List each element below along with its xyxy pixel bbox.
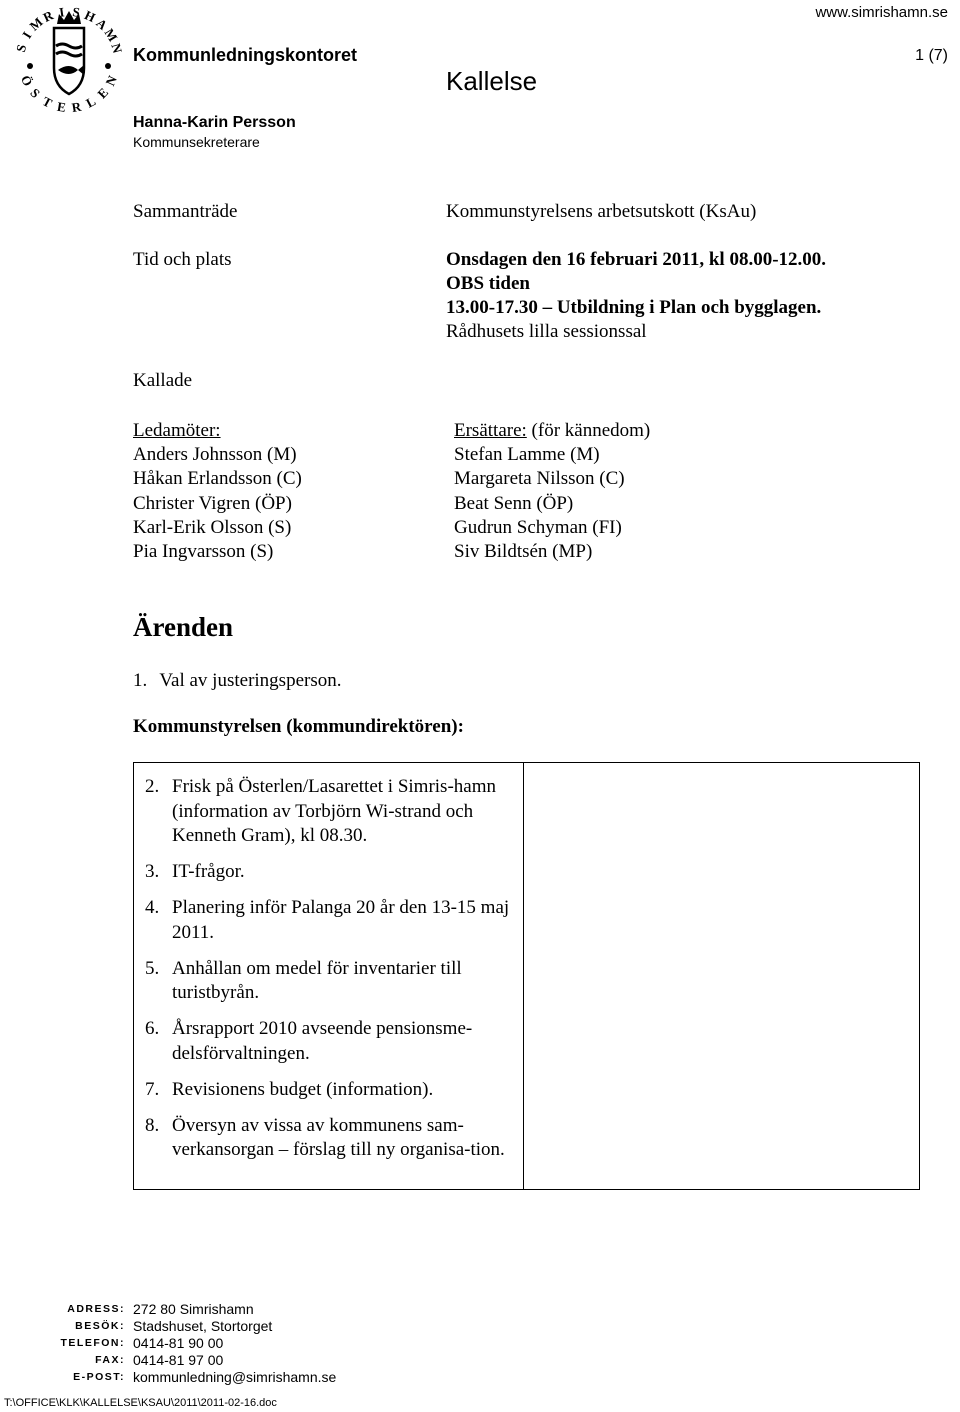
agenda-item-number: 2.: [145, 776, 160, 797]
website-url[interactable]: www.simrishamn.se: [815, 4, 948, 21]
municipality-logo: [10, 2, 128, 120]
svg-text:M: M: [101, 25, 121, 45]
svg-text:A: A: [93, 15, 111, 33]
substitutes-note: (för kännedom): [526, 420, 651, 441]
svg-text:S: S: [12, 42, 30, 54]
member-name: Karl-Erik Olsson (S): [133, 516, 292, 538]
agenda-item-text: Årsrapport 2010 avseende pensionsme-delsförvaltningen.: [172, 1018, 473, 1064]
author-name: Hanna-Karin Persson: [133, 114, 296, 131]
substitutes-column: [454, 419, 650, 564]
time-notice: OBS tiden: [446, 273, 530, 294]
svg-text:E: E: [94, 84, 112, 102]
substitute-name: Siv Bildtsén (MP): [454, 541, 593, 563]
member-name: Håkan Erlandsson (C): [133, 468, 302, 490]
agenda-table-divider: [523, 762, 524, 1190]
called-label: Kallade: [133, 370, 193, 391]
svg-text:N: N: [108, 41, 126, 55]
agenda-item-text: IT-frågor.: [172, 861, 245, 882]
agenda-item: [133, 670, 341, 692]
agenda-item: [145, 860, 515, 885]
footer-value[interactable]: kommunledning@simrishamn.se: [133, 1369, 337, 1385]
agenda-heading: Ärenden: [133, 612, 234, 642]
svg-text:I: I: [19, 28, 35, 42]
agenda-item: [145, 896, 515, 945]
member-name: Anders Johnsson (M): [133, 444, 297, 466]
substitute-name: Margareta Nilsson (C): [454, 468, 625, 490]
agenda-item-number: 5.: [145, 957, 160, 979]
office-name: Kommunledningskontoret: [133, 45, 357, 65]
footer-row: [0, 1301, 420, 1318]
section-title: Kommunstyrelsen (kommundirektören):: [133, 716, 464, 737]
footer-key: TELEFON:: [60, 1337, 125, 1349]
author-role: Kommunsekreterare: [133, 134, 260, 150]
agenda-item-text: Frisk på Österlen/Lasarettet i Simris-hamn (information av Torbjörn Wi-strand och Kenneth Gram), kl 08.30.: [172, 776, 496, 846]
document-title: Kallelse: [446, 66, 538, 96]
agenda-item-number: 1.: [133, 670, 148, 691]
substitute-name: Gudrun Schyman (FI): [454, 516, 622, 538]
svg-text:R: R: [40, 7, 56, 25]
footer-value: 272 80 Simrishamn: [133, 1301, 254, 1317]
svg-text:M: M: [26, 14, 46, 34]
agenda-item-text: Översyn av vissa av kommunens sam-verkansorgan – förslag till ny organisa-tion.: [172, 1114, 505, 1160]
svg-text:L: L: [83, 93, 99, 111]
substitute-name: Beat Senn (ÖP): [454, 492, 574, 514]
agenda-item-text: Anhållan om medel för inventarier till turistbyrån.: [172, 957, 462, 1003]
footer-key: ADRESS:: [67, 1303, 125, 1315]
footer-key: BESÖK:: [75, 1320, 125, 1332]
svg-text:R: R: [70, 98, 83, 116]
svg-text:H: H: [82, 7, 98, 26]
svg-text:Ö: Ö: [17, 72, 36, 89]
agenda-item-number: 6.: [145, 1018, 160, 1039]
meeting-label: Sammanträde: [133, 201, 238, 222]
footer-value: Stadshuset, Stortorget: [133, 1318, 273, 1334]
footer-row: [0, 1352, 420, 1369]
agenda-item: [145, 775, 515, 849]
footer-value: 0414-81 90 00: [133, 1335, 224, 1351]
svg-text:N: N: [102, 73, 120, 89]
agenda-list: [145, 775, 515, 1174]
footer-row: [0, 1335, 420, 1352]
agenda-item-number: 8.: [145, 1114, 160, 1136]
agenda-item: [145, 957, 515, 1006]
members-column: [133, 419, 302, 564]
member-name: Christer Vigren (ÖP): [133, 492, 292, 514]
footer-row: [0, 1369, 420, 1386]
agenda-item: [145, 1078, 515, 1103]
agenda-item: [145, 1114, 515, 1163]
agenda-item-number: 7.: [145, 1078, 160, 1100]
footer-value: 0414-81 97 00: [133, 1352, 224, 1368]
time-place-block: [446, 248, 826, 344]
contact-footer: [0, 1301, 420, 1386]
agenda-item-text: Planering inför Palanga 20 år den 13-15 maj 2011.: [172, 897, 510, 943]
substitute-name: Stefan Lamme (M): [454, 444, 600, 466]
svg-text:S: S: [27, 85, 44, 101]
members-label: Ledamöter:: [133, 420, 221, 441]
svg-text:T: T: [39, 93, 55, 111]
time-place-label: Tid och plats: [133, 249, 232, 270]
meeting-body: Kommunstyrelsens arbetsutskott (KsAu): [446, 201, 757, 222]
agenda-item: [145, 1017, 515, 1066]
file-path: T:\OFFICE\KLK\KALLELSE\KSAU\2011\2011-02-16.doc: [4, 1397, 277, 1409]
svg-text:E: E: [56, 98, 68, 116]
footer-key: E-POST:: [73, 1371, 125, 1383]
substitutes-label: Ersättare:: [454, 420, 527, 441]
agenda-item-text: Revisionens budget (information).: [172, 1078, 434, 1100]
footer-key: FAX:: [95, 1354, 125, 1366]
meeting-place: Rådhusets lilla sessionssal: [446, 321, 647, 342]
member-name: Pia Ingvarsson (S): [133, 541, 274, 563]
svg-text:S: S: [71, 4, 81, 20]
page-number: 1 (7): [915, 47, 948, 64]
training-time: 13.00-17.30 – Utbildning i Plan och bygglagen.: [446, 297, 822, 318]
agenda-item-number: 4.: [145, 897, 160, 918]
agenda-item-number: 3.: [145, 861, 160, 882]
meeting-time: Onsdagen den 16 februari 2011, kl 08.00-12.00.: [446, 249, 827, 270]
svg-text:I: I: [58, 4, 66, 20]
footer-row: [0, 1318, 420, 1335]
agenda-item-text: Val av justeringsperson.: [159, 670, 342, 691]
